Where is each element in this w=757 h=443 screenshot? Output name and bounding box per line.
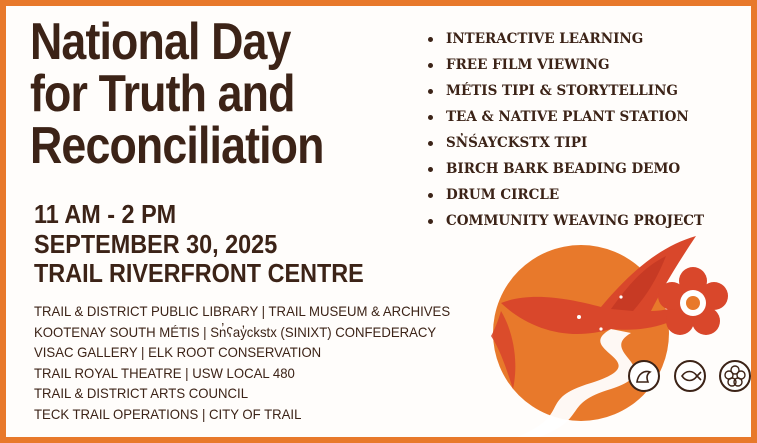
activity-item: DRUM CIRCLE: [426, 182, 704, 208]
event-time: 11 AM - 2 PM: [34, 199, 177, 229]
sparkle-shape: [619, 295, 622, 298]
flower-icon: [719, 360, 751, 392]
fish-icon: [674, 360, 706, 392]
partners-list: [34, 301, 450, 424]
partner-line: KOOTENAY SOUTH MÉTIS | Sn̓ʕay̓ckstx (SINIXT) CONFEDERACY: [34, 323, 437, 340]
activity-item: INTERACTIVE LEARNING: [426, 26, 704, 52]
partner-line: TRAIL ROYAL THEATRE | USW LOCAL 480: [34, 364, 295, 381]
partner-line: TRAIL & DISTRICT ARTS COUNCIL: [34, 385, 249, 401]
event-venue: TRAIL RIVERFRONT CENTRE: [34, 258, 364, 288]
event-date: SEPTEMBER 30, 2025: [34, 229, 278, 259]
sparkle-shape: [577, 315, 581, 319]
activity-item: BIRCH BARK BEADING DEMO: [426, 156, 704, 182]
bird-head-icon: [628, 360, 660, 392]
sparkle-shape: [599, 327, 602, 330]
activity-item: SN̓ŚAYCKSTX TIPI: [426, 130, 704, 156]
partner-line: TRAIL & DISTRICT PUBLIC LIBRARY | TRAIL MUSEUM & ARCHIVES: [34, 303, 451, 319]
activities-list: [426, 26, 704, 234]
title-line-3: Reconciliation: [30, 117, 324, 175]
activity-item: FREE FILM VIEWING: [426, 52, 704, 78]
activity-item: MÉTIS TIPI & STORYTELLING: [426, 78, 704, 104]
partner-line: TECK TRAIL OPERATIONS | CITY OF TRAIL: [34, 405, 302, 422]
event-title: [30, 13, 324, 175]
activity-item: COMMUNITY WEAVING PROJECT: [426, 208, 704, 234]
partner-line: VISAC GALLERY | ELK ROOT CONSERVATION: [34, 344, 322, 360]
title-line-2: for Truth and: [30, 65, 295, 123]
title-line-1: National Day: [30, 13, 291, 71]
sun-bird-illustration: [461, 211, 757, 443]
activity-item: TEA & NATIVE PLANT STATION: [426, 104, 704, 130]
